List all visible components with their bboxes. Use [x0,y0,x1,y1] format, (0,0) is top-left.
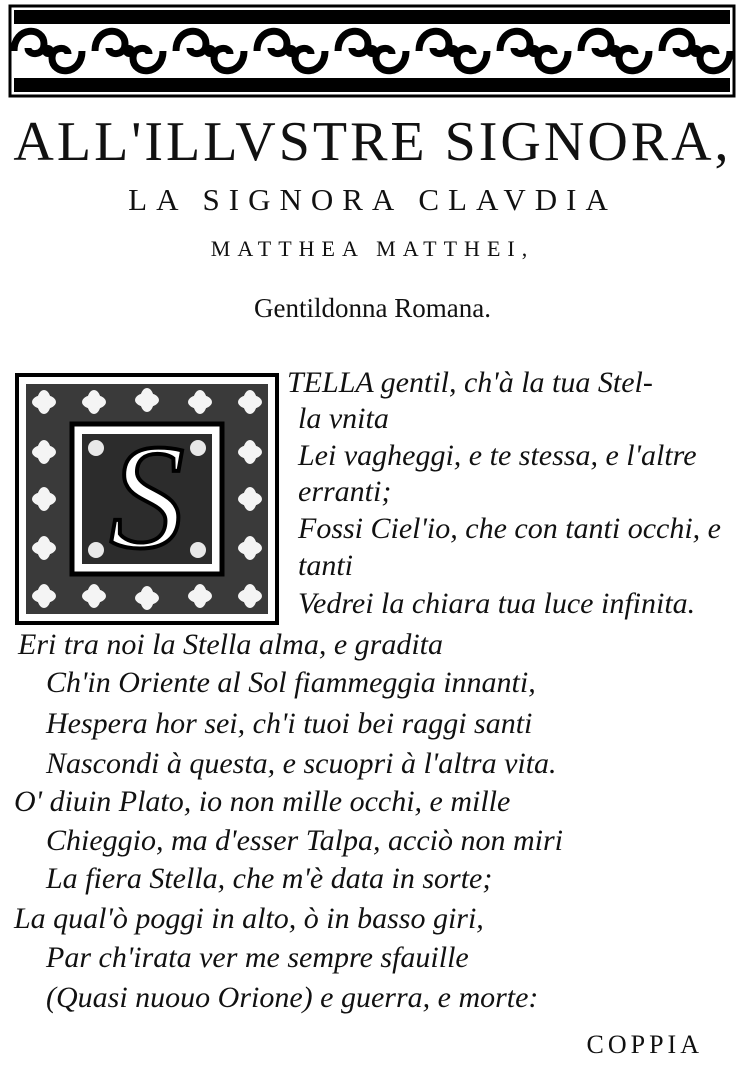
poem-line: la vnita [298,402,389,435]
dedication-title: ALL'ILLVSTRE SIGNORA, [13,111,732,173]
poem-line: O' diuin Plato, io non mille occhi, e mille [14,785,511,818]
poem-line: Par ch'irata ver me sempre sfauille [46,941,469,974]
poem-line: Lei vagheggi, e te stessa, e l'altre [298,439,697,472]
poem-line: TELLA gentil, ch'à la tua Stel- [287,366,653,399]
dedication-name-line: LA SIGNORA CLAVDIA [128,182,617,217]
poem-line: Hespera hor sei, ch'i tuoi bei raggi santi [46,707,533,740]
initial-letter: S [109,414,185,580]
poem-line: tanti [298,549,354,582]
poem-line: Ch'in Oriente al Sol fiammeggia innanti, [46,666,536,699]
poem-line: La fiera Stella, che m'è data in sorte; [46,862,493,895]
poem-line: Chieggio, ma d'esser Talpa, acciò non miri [46,824,563,857]
catchword: COPPIA [586,1030,703,1059]
poem-line: Vedrei la chiara tua luce infinita. [298,587,696,620]
poem-line: erranti; [298,475,392,508]
dedication-surname-line: MATTHEA MATTHEI, [210,236,535,261]
poem-line: La qual'ò poggi in alto, ò in basso giri, [14,902,484,935]
poem-line: Fossi Ciel'io, che con tanti occhi, e [298,512,721,545]
poem-line: Nascondi à questa, e scuopri à l'altra vita. [46,747,557,780]
dedication-subtitle: Gentildonna Romana. [254,293,491,323]
poem-line: Eri tra noi la Stella alma, e gradita [18,628,443,661]
poem-line: (Quasi nuouo Orione) e guerra, e morte: [46,981,539,1014]
